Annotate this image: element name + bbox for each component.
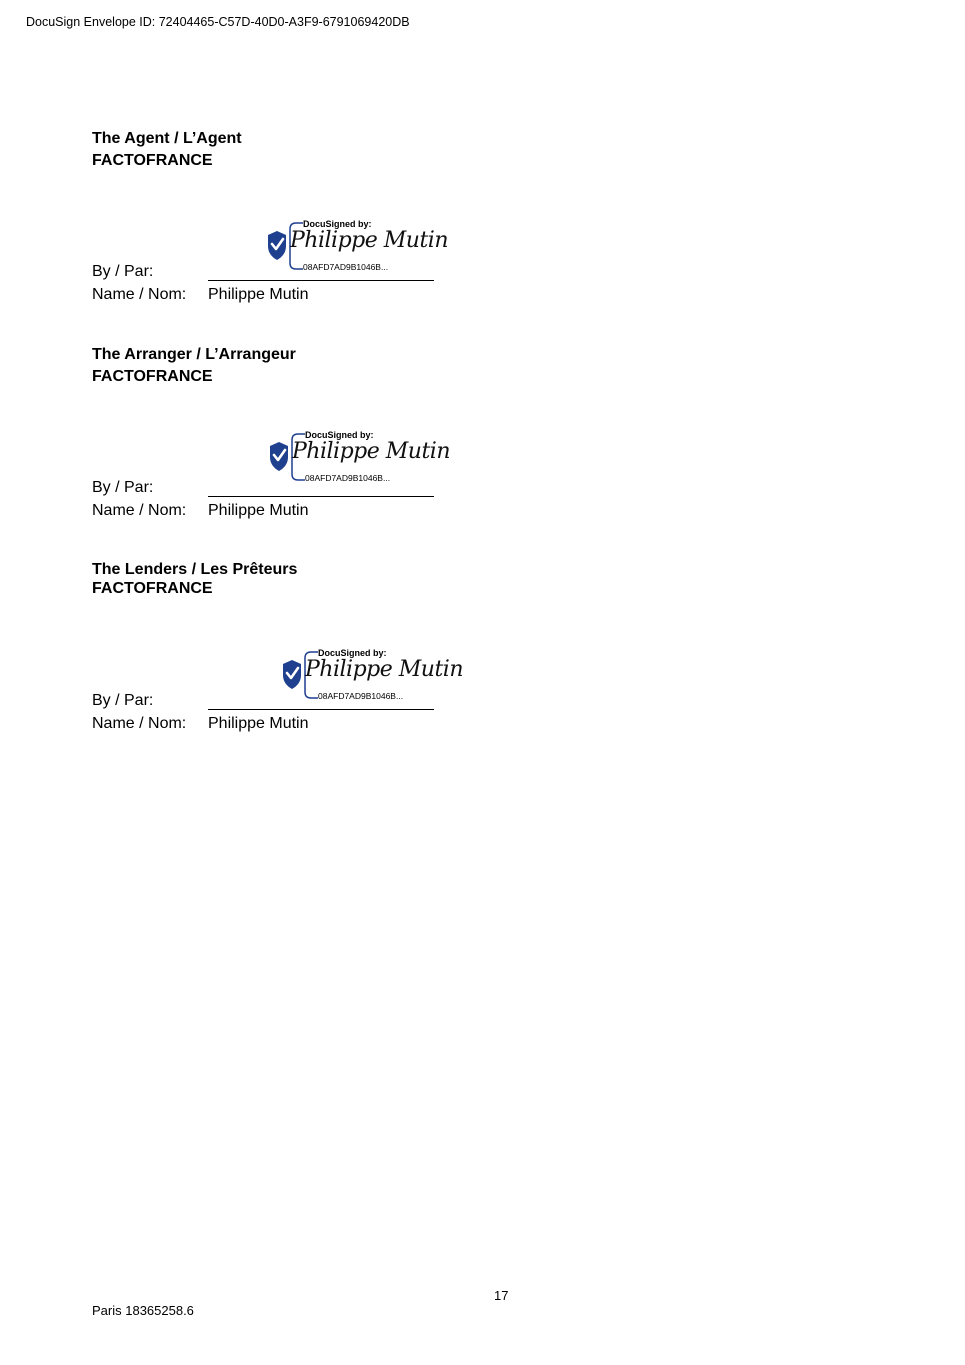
page-number: 17	[494, 1288, 509, 1303]
stamp-header: DocuSigned by:	[303, 219, 372, 229]
signature-block-agent	[92, 128, 452, 303]
handwritten-signature: Philippe Mutin	[290, 228, 448, 253]
by-label: By / Par:	[92, 263, 154, 280]
signature-area	[92, 388, 452, 519]
document-reference: Paris 18365258.6	[92, 1303, 194, 1318]
name-label: Name / Nom:	[92, 286, 187, 303]
party-title: The Agent / L’Agent	[92, 130, 242, 147]
party-entity: FACTOFRANCE	[92, 152, 213, 169]
name-label: Name / Nom:	[92, 502, 187, 519]
signature-area	[92, 598, 463, 732]
party-title: The Lenders / Les Prêteurs	[92, 561, 298, 578]
name-label: Name / Nom:	[92, 715, 187, 732]
party-entity: FACTOFRANCE	[92, 368, 213, 385]
stamp-id: 08AFD7AD9B1046B...	[305, 473, 391, 483]
docusign-stamp	[268, 430, 450, 486]
signature-line	[208, 280, 434, 281]
stamp-header: DocuSigned by:	[318, 648, 387, 658]
handwritten-signature: Philippe Mutin	[305, 657, 463, 682]
stamp-id: 08AFD7AD9B1046B...	[318, 691, 404, 701]
signature-block-lenders	[92, 560, 463, 732]
signature-area	[92, 172, 452, 303]
envelope-id: DocuSign Envelope ID: 72404465-C57D-40D0-A3F9-6791069420DB	[26, 15, 410, 29]
party-title: The Arranger / L’Arrangeur	[92, 346, 296, 363]
stamp-id: 08AFD7AD9B1046B...	[303, 262, 389, 272]
name-value: Philippe Mutin	[208, 715, 309, 732]
name-value: Philippe Mutin	[208, 286, 309, 303]
handwritten-signature: Philippe Mutin	[292, 439, 450, 464]
name-value: Philippe Mutin	[208, 502, 309, 519]
stamp-header: DocuSigned by:	[305, 430, 374, 440]
signature-block-arranger	[92, 344, 452, 519]
docusign-stamp	[281, 648, 463, 704]
signature-line	[208, 496, 434, 497]
by-label: By / Par:	[92, 479, 154, 496]
by-label: By / Par:	[92, 692, 154, 709]
signature-line	[208, 709, 434, 710]
docusign-stamp	[266, 219, 448, 275]
party-entity: FACTOFRANCE	[92, 580, 213, 597]
